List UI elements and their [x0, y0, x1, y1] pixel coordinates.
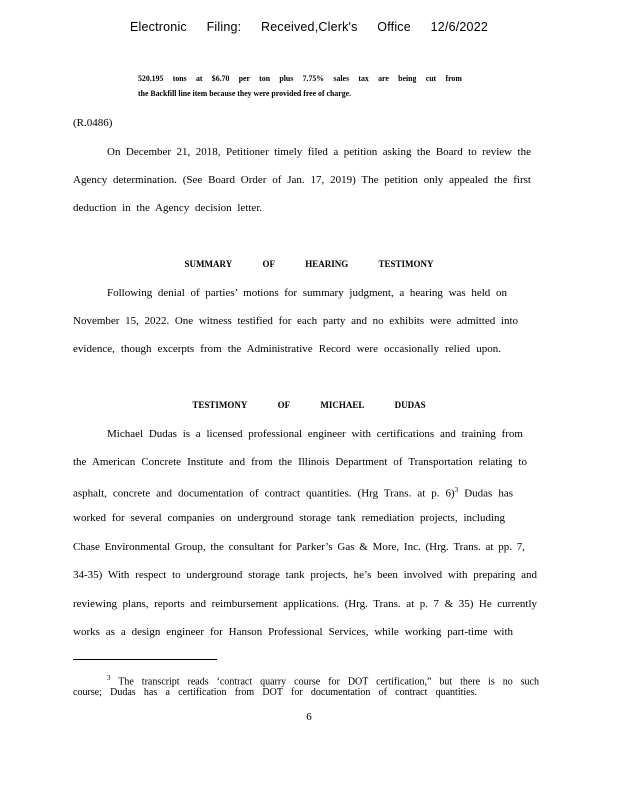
para1-line-1: On December 21, 2018, Petitioner timely filed a petition asking the Board to review the — [107, 146, 531, 158]
header-filing: Filing: — [206, 20, 242, 34]
heading-word: MICHAEL — [320, 400, 365, 410]
para3-line-4: worked for several companies on underground storage tank remediation projects, including — [73, 512, 505, 524]
para2-line-1: Following denial of parties’ motions for summary judgment, a hearing was held on — [107, 287, 507, 299]
para3-line-3 — [73, 483, 513, 501]
para3-line-8: works as a design engineer for Hanson Professional Services, while working part-time with — [73, 626, 513, 638]
block-quote-line-1: 520.195 tons at $6.70 per ton plus 7.75% sales tax are being cut from — [138, 73, 462, 83]
heading-word: TESTIMONY — [192, 400, 248, 410]
header-date: 12/6/2022 — [430, 20, 489, 34]
heading-word: DUDAS — [394, 400, 426, 410]
para3-line-5: Chase Environmental Group, the consultant for Parker’s Gas & More, Inc. (Hrg. Trans. at pp. 7, — [73, 541, 525, 553]
para1-line-2: Agency determination. (See Board Order of Jan. 17, 2019) The petition only appealed the first — [73, 174, 531, 186]
para3-line-1: Michael Dudas is a licensed professional engineer with certifications and training from — [107, 428, 523, 440]
heading-word: TESTIMONY — [378, 259, 434, 269]
para3-line-6: 34-35) With respect to underground storage tank projects, he’s been involved with preparing and — [73, 569, 537, 581]
footnote-ref: 3 — [454, 486, 459, 494]
block-quote-line-2: the Backfill line item because they were provided free of charge. — [138, 88, 352, 98]
para3-line-3-text: asphalt, concrete and documentation of contract quantities. (Hrg Trans. at p. 6) — [73, 487, 455, 500]
heading-word: SUMMARY — [184, 259, 233, 269]
para1-line-3: deduction in the Agency decision letter. — [73, 202, 263, 214]
section-heading-summary — [0, 259, 618, 269]
footnote-marker: 3 — [107, 674, 111, 682]
heading-word: OF — [262, 259, 275, 269]
para3-line-7: reviewing plans, reports and reimbursement applications. (Hrg. Trans. at p. 7 & 35) He currently — [73, 598, 537, 610]
page-number: 6 — [306, 711, 312, 723]
para3-line-2: the American Concrete Institute and from the Illinois Department of Transportation relating to — [73, 456, 527, 468]
section-heading-dudas — [0, 400, 618, 410]
record-citation: (R.0486) — [73, 117, 113, 129]
filing-stamp-header — [0, 20, 618, 34]
para2-line-2: November 15, 2022. One witness testified for each party and no exhibits were admitted into — [73, 315, 518, 327]
footnote-separator — [73, 659, 217, 660]
heading-word: HEARING — [305, 259, 349, 269]
para3-line-3-tail: Dudas has — [458, 487, 513, 500]
para2-line-3: evidence, though excerpts from the Administrative Record were occasionally relied upon. — [73, 343, 501, 355]
footnote-line-2: course; Dudas has a certification from DOT for documentation of contract quantities. — [73, 687, 477, 698]
header-received: Received,Clerk's — [261, 20, 358, 34]
footnote-text: The transcript reads ‘contract quarry course for DOT certification,” but there is no such — [110, 676, 539, 688]
header-electronic: Electronic — [129, 20, 187, 34]
header-office: Office — [377, 20, 411, 34]
heading-word: OF — [277, 400, 291, 410]
